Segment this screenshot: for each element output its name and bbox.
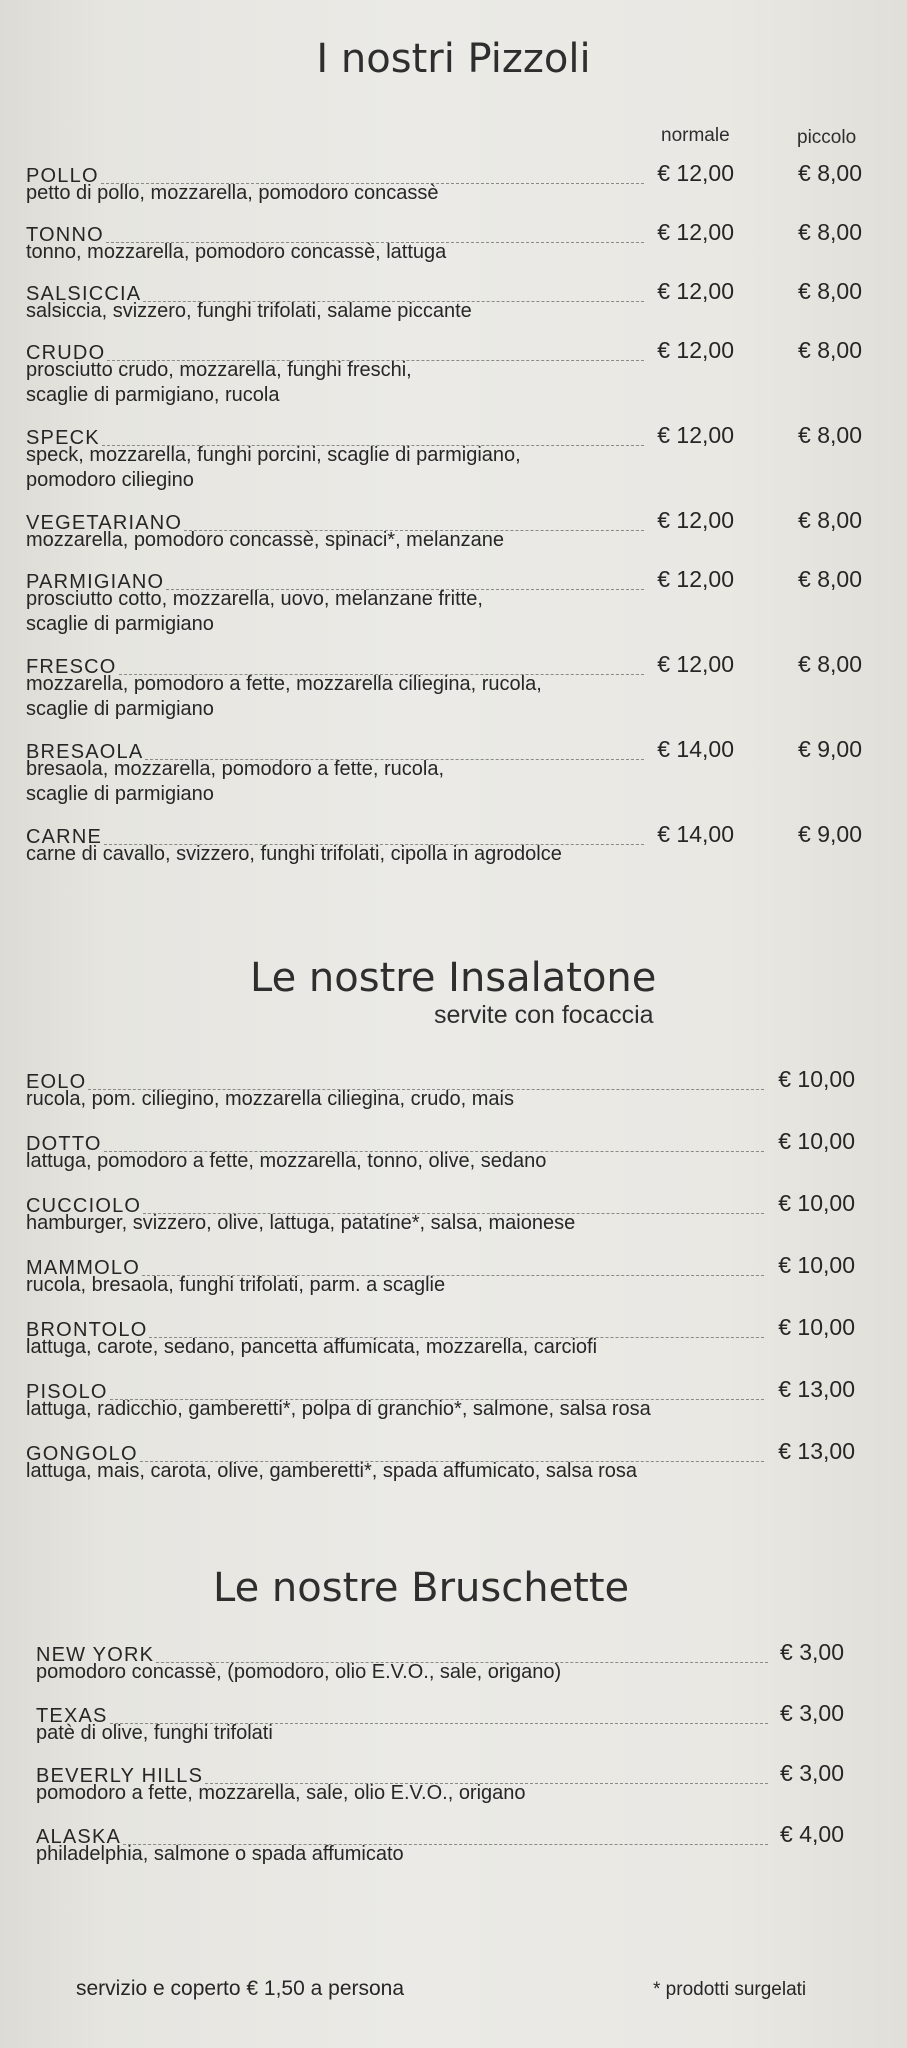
menu-item-description: mozzarella, pomodoro a fette, mozzarella ciliegina, rucola, scaglie di parmigiano (26, 673, 542, 720)
menu-item-name: ALASKA (36, 1826, 122, 1848)
price: € 13,00 (778, 1438, 855, 1464)
menu-item-name: SPECK (26, 427, 100, 449)
menu-item-name: GONGOLO (26, 1443, 138, 1465)
price-piccolo: € 9,00 (798, 821, 862, 847)
price: € 13,00 (778, 1376, 855, 1402)
price: € 4,00 (780, 1821, 844, 1847)
menu-item-description: rucola, bresaola, funghi trifolati, parm. a scaglie (26, 1274, 446, 1296)
menu-item-description: prosciutto crudo, mozzarella, funghi freschi, scaglie di parmigiano, rucola (26, 359, 412, 406)
menu-item-name: CARNE (26, 826, 103, 848)
price-piccolo: € 8,00 (798, 219, 862, 245)
price: € 10,00 (778, 1066, 855, 1092)
price-piccolo: € 8,00 (798, 651, 862, 677)
price: € 3,00 (780, 1639, 844, 1665)
menu-item-name: BEVERLY HILLS (36, 1765, 204, 1787)
menu-item-name: POLLO (26, 165, 99, 187)
menu-item-description: philadelphia, salmone o spada affumicato (36, 1843, 404, 1865)
menu-item-name: SALSICCIA (26, 283, 142, 305)
price-normale: € 12,00 (657, 278, 734, 304)
price-piccolo: € 8,00 (798, 566, 862, 592)
price-piccolo: € 8,00 (798, 422, 862, 448)
menu-item-name: TEXAS (36, 1705, 108, 1727)
price-piccolo: € 8,00 (798, 278, 862, 304)
menu-item-description: tonno, mozzarella, pomodoro concassè, lattuga (26, 241, 447, 263)
menu-item-name: TONNO (26, 224, 104, 246)
menu-item-description: bresaola, mozzarella, pomodoro a fette, rucola, scaglie di parmigiano (26, 758, 444, 805)
menu-item-description: lattuga, carote, sedano, pancetta affumicata, mozzarella, carciofi (26, 1336, 598, 1358)
menu-item-description: rucola, pom. ciliegino, mozzarella ciliegina, crudo, mais (26, 1088, 514, 1110)
price-normale: € 14,00 (657, 736, 734, 762)
menu-item-name: BRESAOLA (26, 741, 144, 763)
price-normale: € 12,00 (657, 507, 734, 533)
menu-item-name: CRUDO (26, 342, 106, 364)
menu-item-name: EOLO (26, 1071, 87, 1093)
menu-item-name: FRESCO (26, 656, 117, 678)
menu-item-description: salsiccia, svizzero, funghi trifolati, salame piccante (26, 300, 472, 322)
price-normale: € 14,00 (657, 821, 734, 847)
price-normale: € 12,00 (657, 566, 734, 592)
menu-item-description: pomodoro concassè, (pomodoro, olio E.V.O., sale, origano) (36, 1661, 562, 1683)
menu-item-description: carne di cavallo, svizzero, funghi trifolati, cipolla in agrodolce (26, 843, 562, 865)
price: € 10,00 (778, 1314, 855, 1340)
price-normale: € 12,00 (657, 651, 734, 677)
menu-item-description: prosciutto cotto, mozzarella, uovo, melanzane fritte, scaglie di parmigiano (26, 588, 483, 635)
menu-item-name: MAMMOLO (26, 1257, 140, 1279)
price: € 10,00 (778, 1190, 855, 1216)
menu-item-name: VEGETARIANO (26, 512, 183, 534)
price-normale: € 12,00 (657, 422, 734, 448)
column-header-normale: normale (661, 125, 730, 146)
price-normale: € 12,00 (657, 219, 734, 245)
frozen-products-note: * prodotti surgelati (653, 1979, 807, 2000)
price-normale: € 12,00 (657, 337, 734, 363)
price: € 10,00 (778, 1252, 855, 1278)
column-header-piccolo: piccolo (797, 127, 857, 148)
menu-item-name: NEW YORK (36, 1644, 155, 1666)
menu-item-description: hamburger, svizzero, olive, lattuga, patatine*, salsa, maionese (26, 1212, 576, 1234)
menu-item-description: lattuga, radicchio, gamberetti*, polpa di granchio*, salmone, salsa rosa (26, 1398, 651, 1420)
pizzoli-title: I nostri Pizzoli (316, 36, 591, 82)
price: € 3,00 (780, 1760, 844, 1786)
price-piccolo: € 8,00 (798, 160, 862, 186)
menu-item-name: PARMIGIANO (26, 571, 165, 593)
service-charge-note: servizio e coperto € 1,50 a persona (76, 1977, 405, 2000)
price-piccolo: € 9,00 (798, 736, 862, 762)
menu-item-name: CUCCIOLO (26, 1195, 142, 1217)
price: € 10,00 (778, 1128, 855, 1154)
insalatone-subtitle: servite con focaccia (434, 1001, 654, 1029)
bruschette-title: Le nostre Bruschette (213, 1565, 630, 1611)
menu-item-description: petto di pollo, mozzarella, pomodoro concassè (26, 182, 439, 204)
price: € 3,00 (780, 1700, 844, 1726)
menu-item-name: DOTTO (26, 1133, 102, 1155)
menu-item-name: PISOLO (26, 1381, 108, 1403)
menu-item-description: patè di olive, funghi trifolati (36, 1722, 273, 1744)
menu-item-description: speck, mozzarella, funghi porcini, scaglie di parmigiano, pomodoro ciliegino (26, 444, 521, 491)
insalatone-title: Le nostre Insalatone (250, 955, 657, 1001)
menu-item-description: mozzarella, pomodoro concassè, spinaci*, melanzane (26, 529, 505, 551)
menu-item-name: BRONTOLO (26, 1319, 148, 1341)
price-normale: € 12,00 (657, 160, 734, 186)
menu-item-description: lattuga, pomodoro a fette, mozzarella, tonno, olive, sedano (26, 1150, 547, 1172)
price-piccolo: € 8,00 (798, 337, 862, 363)
menu-item-description: lattuga, mais, carota, olive, gamberetti*, spada affumicato, salsa rosa (26, 1460, 638, 1482)
price-piccolo: € 8,00 (798, 507, 862, 533)
menu-item-description: pomodoro a fette, mozzarella, sale, olio E.V.O., origano (36, 1782, 526, 1804)
